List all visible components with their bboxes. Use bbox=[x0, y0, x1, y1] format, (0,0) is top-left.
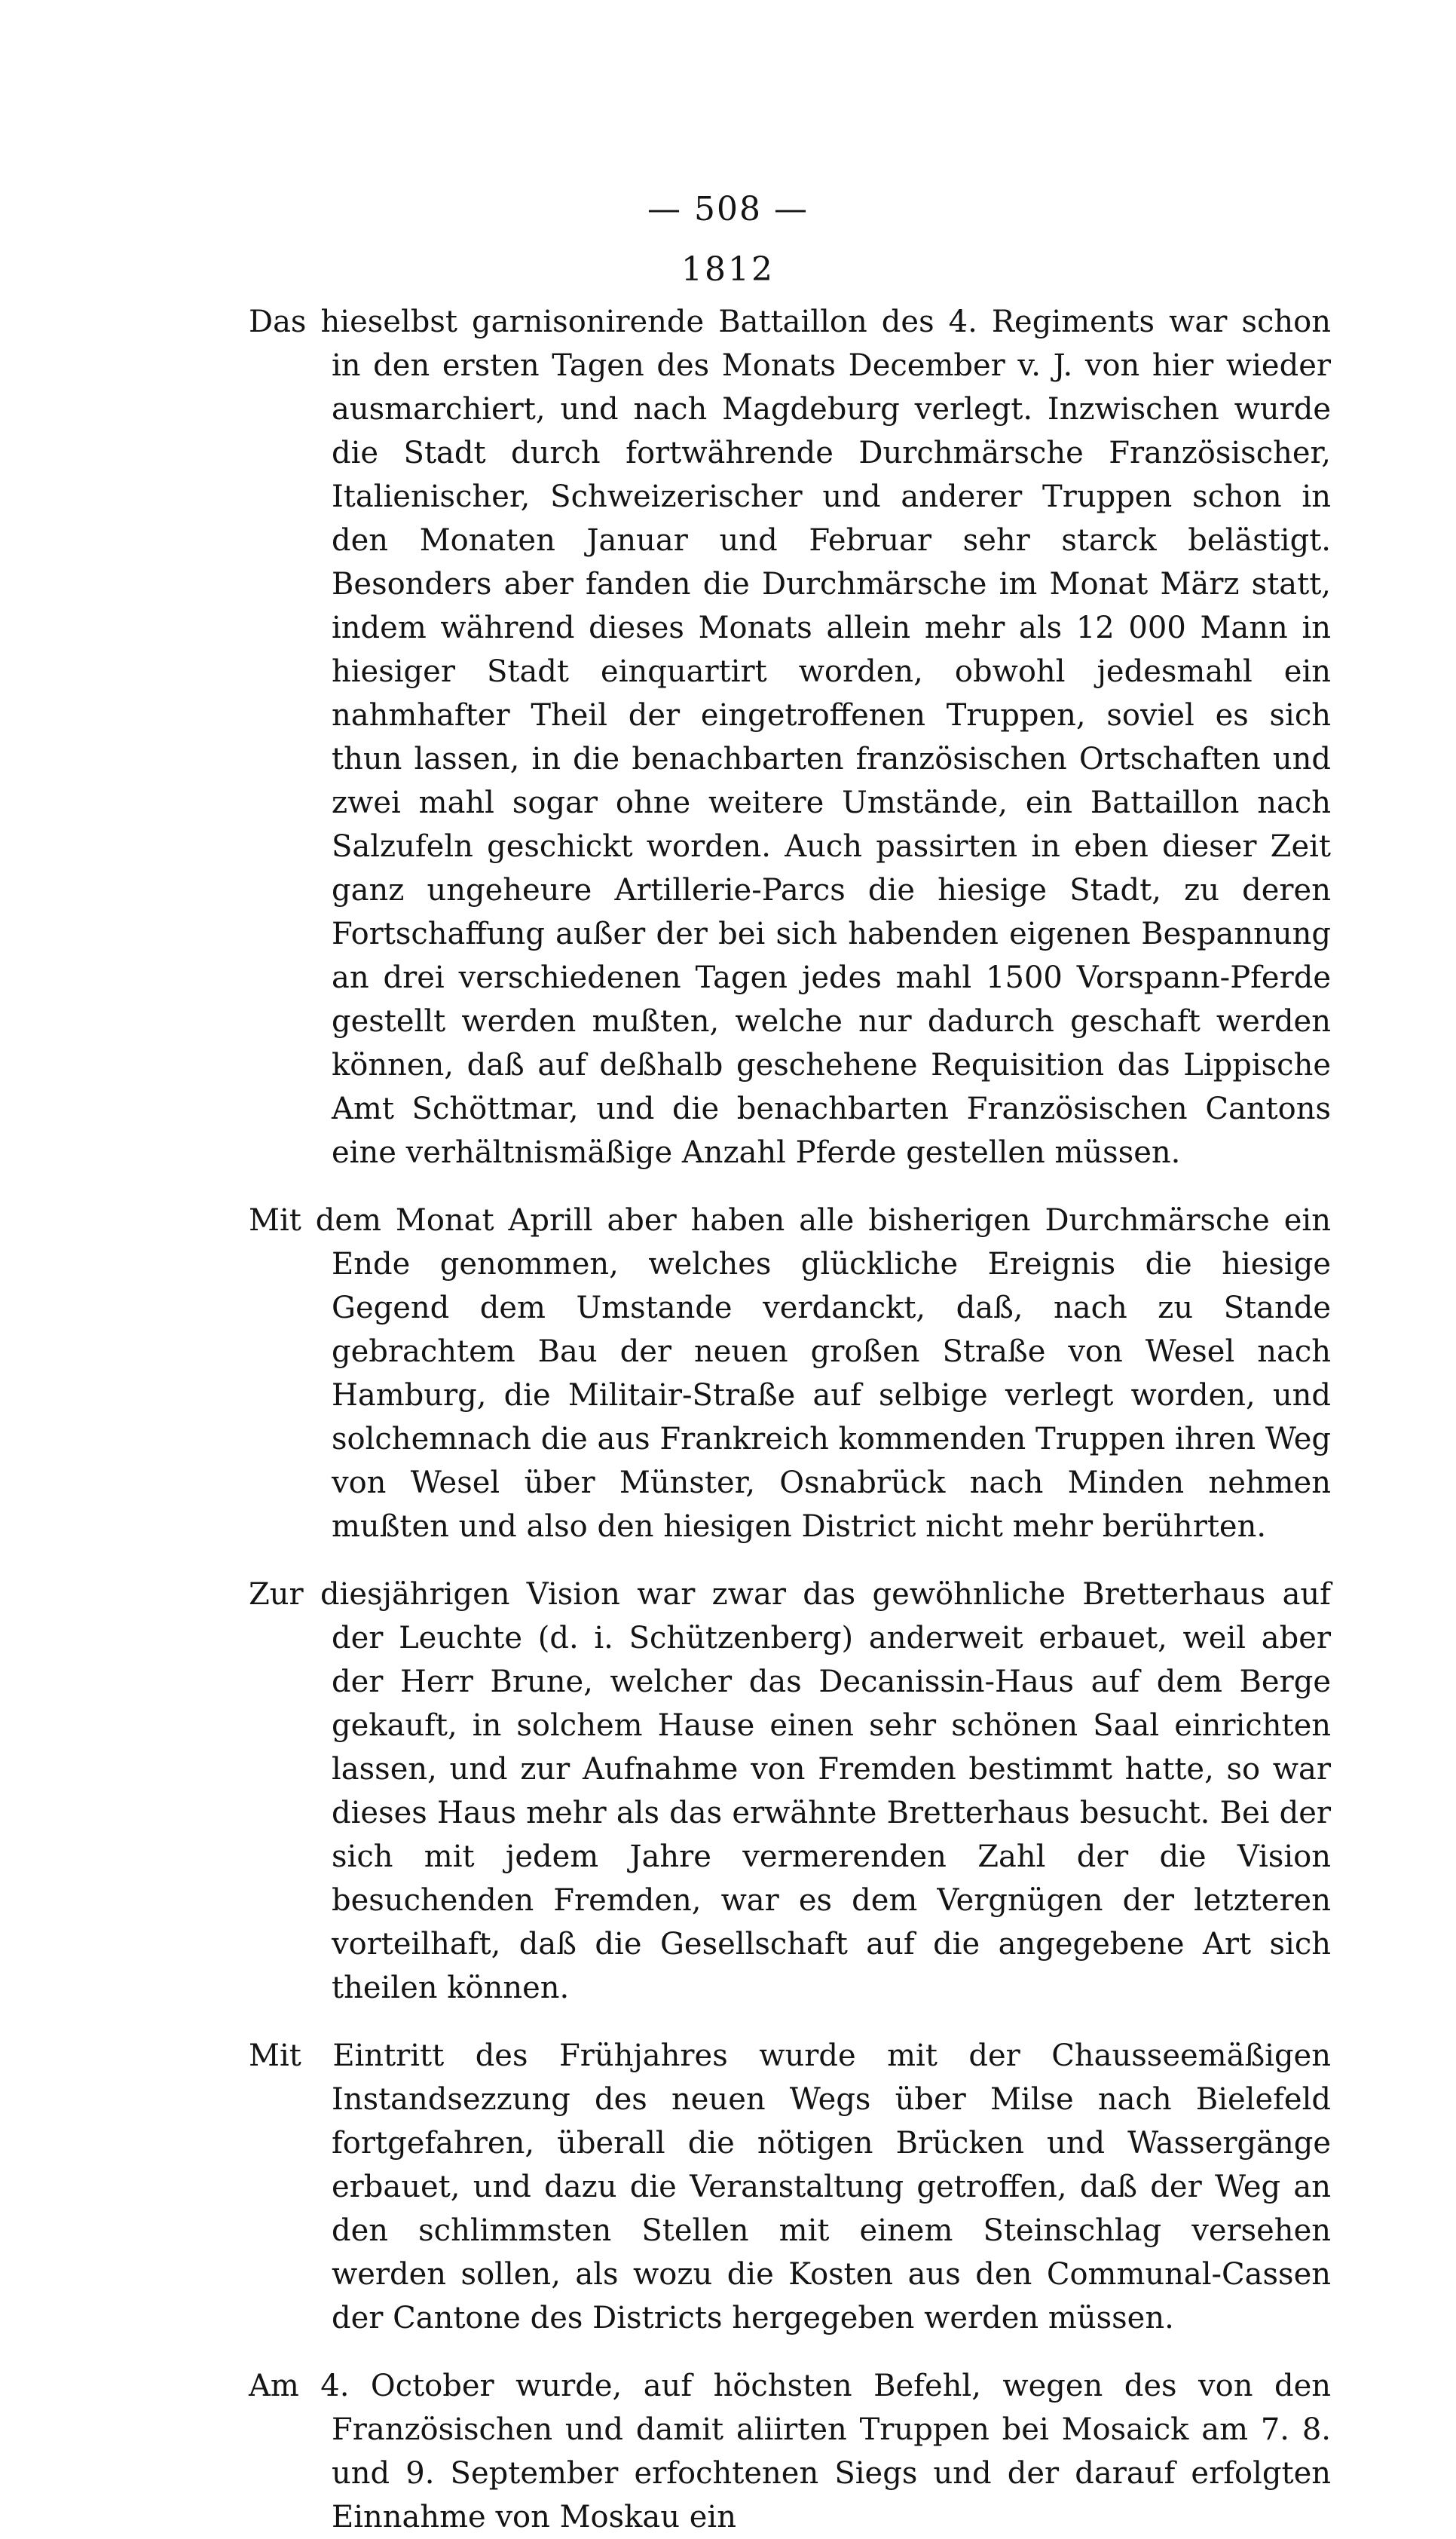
paragraph-april: Mit dem Monat Aprill aber haben alle bisherigen Durchmärsche ein Ende genommen, welches glückliche Ereignis die hiesige Gegend dem Umstande verdanckt, daß, nach zu Stande gebrachtem Bau der neuen großen Straße von Wesel nach Hamburg, die Militair-Straße auf selbige verlegt worden, und solchemnach die aus Frankreich kommenden Truppen ihren Weg von Wesel über Münster, Osnabrück nach Minden nehmen mußten und also den hiesigen District nicht mehr berührten. bbox=[249, 1203, 1331, 1544]
paragraph-vision: Zur diesjährigen Vision war zwar das gewöhnliche Bretterhaus auf der Leuchte (d. i. Schützenberg) anderweit erbauet, weil aber der Herr Brune, welcher das Decanissin-Haus auf dem Berge gekauft, in solchem Hause einen sehr schönen Saal einrichten lassen, und zur Aufnahme von Fremden bestimmt hatte, so war dieses Haus mehr als das erwähnte Bretterhaus besucht. Bei der sich mit jedem Jahre vermerenden Zahl der die Vision besuchenden Fremden, war es dem Vergnügen der letzteren vorteilhaft, daß die Gesellschaft auf die angegebene Art sich theilen können. bbox=[249, 1577, 1331, 2005]
year-heading: 1812 bbox=[681, 250, 775, 289]
page-number: — 508 — bbox=[647, 190, 809, 228]
paragraph-spring-road: Mit Eintritt des Frühjahres wurde mit der Chausseemäßigen Instandsezzung des neuen Wegs über Milse nach Bielefeld fortgefahren, überall die nötigen Brücken und Wassergänge erbauet, und dazu die Veranstaltung getroffen, daß der Weg an den schlimmsten Stellen mit einem Steinschlag versehen werden sollen, als wozu die Kosten aus den Communal-Cassen der Cantone des Districts hergegeben werden müssen. bbox=[249, 2038, 1331, 2335]
paragraph-october: Am 4. October wurde, auf höchsten Befehl, wegen des von den Französischen und damit aliirten Truppen bei Mosaick am 7. 8. und 9. September erfochtenen Siegs und der darauf erfolgten Einnahme von Moskau ein bbox=[249, 2369, 1331, 2534]
paragraph-garrison: Das hieselbst garnisonirende Battaillon des 4. Regiments war schon in den ersten Tagen des Monats December v. J. von hier wieder ausmarchiert, und nach Magdeburg verlegt. Inzwischen wurde die Stadt durch fortwährende Durchmärsche Französischer, Italienischer, Schweizerischer und anderer Truppen schon in den Monaten Januar und Februar sehr starck belästigt. Besonders aber fanden die Durchmärsche im Monat März statt, indem während dieses Monats allein mehr als 12 000 Mann in hiesiger Stadt einquartirt worden, obwohl jedesmahl ein nahmhafter Theil der eingetroffenen Truppen, soviel es sich thun lassen, in die benachbarten französischen Ortschaften und zwei mahl sogar ohne weitere Umstände, ein Battaillon nach Salzufeln geschickt worden. Auch passirten in eben dieser Zeit ganz ungeheure Artillerie-Parcs die hiesige Stadt, zu deren Fortschaffung außer der bei sich habenden eigenen Bespannung an drei verschiedenen Tagen jedes mahl 1500 Vorspann-Pferde gestellt werden mußten, welche nur dadurch geschaft werden können, daß auf deßhalb geschehene Requisition das Lippische Amt Schöttmar, und die benachbarten Französischen Cantons eine verhältnismäßige Anzahl Pferde gestellen müssen. bbox=[249, 305, 1331, 1170]
body-text bbox=[249, 300, 1331, 2539]
